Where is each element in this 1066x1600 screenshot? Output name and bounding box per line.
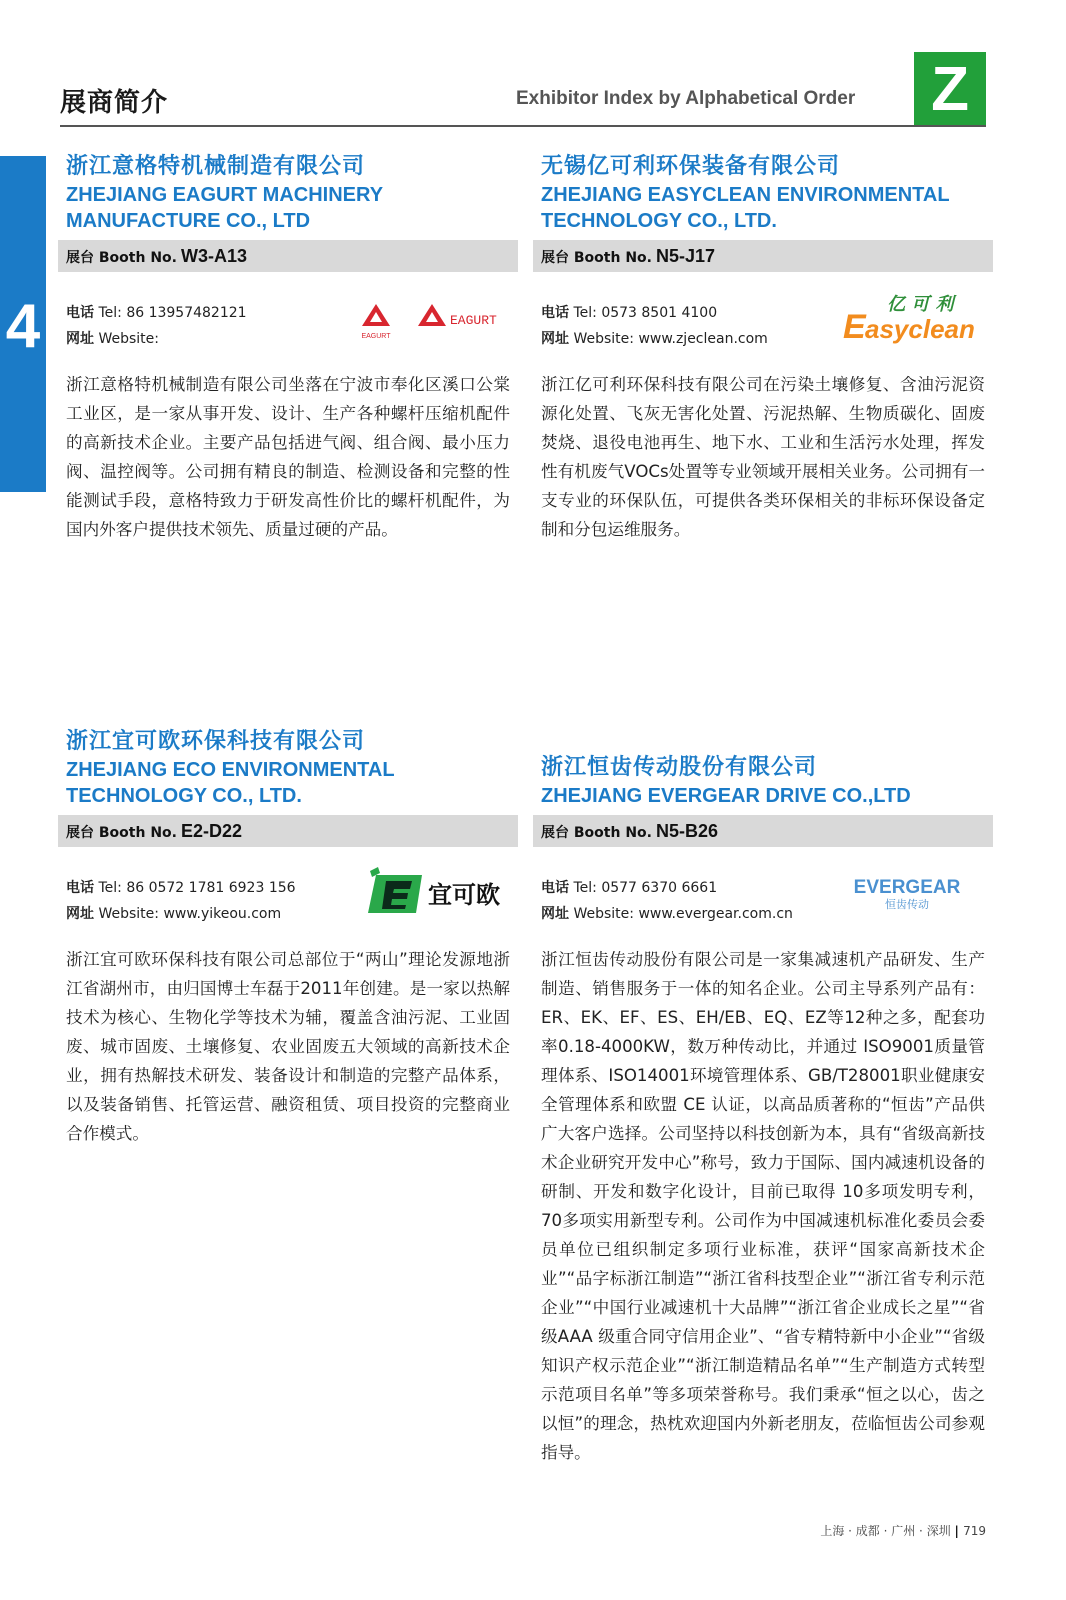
contact-block [66, 300, 510, 352]
svg-text:EVERGEAR: EVERGEAR [853, 877, 961, 898]
svg-text:宜可欧: 宜可欧 [428, 881, 500, 909]
website-link[interactable]: www.evergear.com.cn [638, 906, 793, 922]
tel-line: 电话 Tel: 0577 6370 6661 [541, 880, 718, 896]
booth-bar [533, 815, 993, 847]
easyclean-logo [843, 290, 985, 350]
svg-text:EAGURT: EAGURT [450, 313, 497, 328]
tel-value: 0577 6370 6661 [601, 880, 718, 896]
contact-block [541, 875, 985, 927]
tel-value: 86 13957482121 [126, 305, 247, 321]
company-description: 浙江亿可利环保科技有限公司在污染土壤修复、含油污泥资源化处置、飞灰无害化处置、污泥热解、生物质碳化、固废焚烧、退役电池再生、地下水、工业和生活污水处理，挥发性有机废气VOCs处置等专业领域开展相关业务。公司拥有一支专业的环保队伍，可提供各类环保相关的非标环保设备定制和分包运维服务。 [541, 375, 985, 539]
company-name-en: ZHEJIANG EVERGEAR DRIVE CO.,LTD [541, 785, 911, 807]
page-footer: 上海 · 成都 · 广州 · 深圳 | 719 [820, 1524, 986, 1538]
svg-text:恒齿传动: 恒齿传动 [885, 898, 929, 911]
website-line: 网址 Website: www.zjeclean.com [541, 331, 768, 347]
yikeou-logo [366, 865, 510, 921]
website-link[interactable]: www.zjeclean.com [638, 331, 768, 347]
company-name-en-2: MANUFACTURE CO., LTD [66, 210, 311, 232]
footer-cities: 上海 · 成都 · 广州 · 深圳 [820, 1524, 951, 1538]
booth-number: N5-B26 [655, 821, 718, 841]
svg-text:亿 可 利: 亿 可 利 [887, 294, 954, 315]
website-line: 网址 Website: www.yikeou.com [66, 906, 282, 922]
company-name-en-2: TECHNOLOGY CO., LTD. [66, 785, 302, 807]
header-divider [60, 125, 986, 127]
booth-label: 展台 Booth No. [66, 250, 177, 266]
tel-line: 电话 Tel: 86 0572 1781 6923 156 [66, 880, 296, 896]
company-description: 浙江意格特机械制造有限公司坐落在宁波市奉化区溪口公棠工业区，是一家从事开发、设计、生产各种螺杆压缩机配件的高新技术企业。主要产品包括进气阀、组合阀、最小压力阀、温控阀等。公司拥有精良的制造、检测设备和完整的性能测试手段，意格特致力于研发高性价比的螺杆机配件，为国内外客户提供技术领先、质量过硬的产品。 [66, 375, 510, 539]
booth-label: 展台 Booth No. [66, 825, 177, 841]
svg-text:asyclean: asyclean [865, 314, 975, 344]
svg-text:E: E [843, 308, 866, 346]
tel-line: 电话 Tel: 0573 8501 4100 [541, 305, 718, 321]
company-name-en: ZHEJIANG ECO ENVIRONMENTAL [66, 759, 395, 781]
booth-bar [58, 815, 518, 847]
exhibitor-entry [66, 152, 510, 544]
svg-text:EAGURT: EAGURT [361, 333, 391, 340]
tel-value: 86 0572 1781 6923 156 [126, 880, 296, 896]
company-description: 浙江恒齿传动股份有限公司是一家集减速机产品研发、生产制造、销售服务于一体的知名企业。公司主导系列产品有：ER、EK、EF、ES、EH/EB、EQ、EZ等12种之多，配套功率0.18-4000KW，数万种传动比，并通过 ISO9001质量管理体系、ISO14001环境管理体系、GB/T28001职业健康安全管理体系和欧盟 CE 认证，以高品质著称的“恒齿”产品供广大客户选择。公司坚持以科技创新为本，具有“省级高新技术企业研究开发中心”称号，致力于国际、国内减速机设备的研制、开发和数字化设计，目前已取得 10多项发明专利，70多项实用新型专利。公司作为中国减速机标准化委员会委员单位已组织制定多项行业标准，获评“国家高新技术企业”“品字标浙江制造”“浙江省科技型企业”“浙江省专利示范企业”“中国行业减速机十大品牌”“浙江省企业成长之星”“省级AAA 级重合同守信用企业”、“省专精特新中小企业”“省级知识产权示范企业”“浙江制造精品名单”“生产制造方式转型示范项目名单”等多项荣誉称号。我们秉承“恒之以心，齿之以恒”的理念，热枕欢迎国内外新老朋友，莅临恒齿公司参观指导。 [541, 950, 985, 1462]
booth-bar [533, 240, 993, 272]
company-name-cn: 无锡亿可利环保装备有限公司 [541, 154, 841, 179]
tel-line: 电话 Tel: 86 13957482121 [66, 305, 247, 321]
side-chapter-number: 4 [5, 292, 41, 361]
company-name-en: ZHEJIANG EASYCLEAN ENVIRONMENTAL [541, 184, 950, 206]
company-name-en: ZHEJIANG EAGURT MACHINERY [66, 184, 384, 206]
index-title: Exhibitor Index by Alphabetical Order [516, 88, 856, 109]
booth-label: 展台 Booth No. [541, 825, 652, 841]
page-title: 展商简介 [60, 88, 169, 118]
tel-value: 0573 8501 4100 [601, 305, 718, 321]
booth-number: E2-D22 [180, 821, 242, 841]
booth-number: N5-J17 [655, 246, 716, 266]
website-link[interactable]: www.yikeou.com [163, 906, 282, 922]
contact-block [541, 294, 985, 352]
contact-block [66, 875, 510, 927]
alphabet-letter-badge: Z [914, 52, 986, 127]
booth-number: W3-A13 [180, 246, 247, 266]
booth-label: 展台 Booth No. [541, 250, 652, 266]
company-description: 浙江宜可欧环保科技有限公司总部位于“两山”理论发源地浙江省湖州市，由归国博士车磊于2011年创建。是一家以热解技术为核心、生物化学等技术为辅，覆盖含油污泥、工业固废、城市固废、土壤修复、农业固废五大领域的高新技术企业，拥有热解技术研发、装备设计和制造的完整产品体系，以及装备销售、托管运营、融资租赁、项目投资的完整商业合作模式。 [66, 950, 510, 1143]
page-number: 719 [963, 1524, 986, 1538]
company-name-cn: 浙江恒齿传动股份有限公司 [541, 755, 818, 780]
exhibitor-entry [541, 753, 985, 1467]
exhibitor-entry [541, 152, 985, 544]
company-name-cn: 浙江宜可欧环保科技有限公司 [66, 729, 366, 754]
website-line: 网址 Website: www.evergear.com.cn [541, 906, 793, 922]
company-name-cn: 浙江意格特机械制造有限公司 [66, 154, 366, 179]
exhibitor-entry [66, 727, 510, 1148]
eagurt-logo [360, 294, 510, 348]
company-name-en-2: TECHNOLOGY CO., LTD. [541, 210, 777, 232]
website-line: 网址 Website: [66, 331, 159, 347]
evergear-logo [847, 875, 967, 919]
booth-bar [58, 240, 518, 272]
